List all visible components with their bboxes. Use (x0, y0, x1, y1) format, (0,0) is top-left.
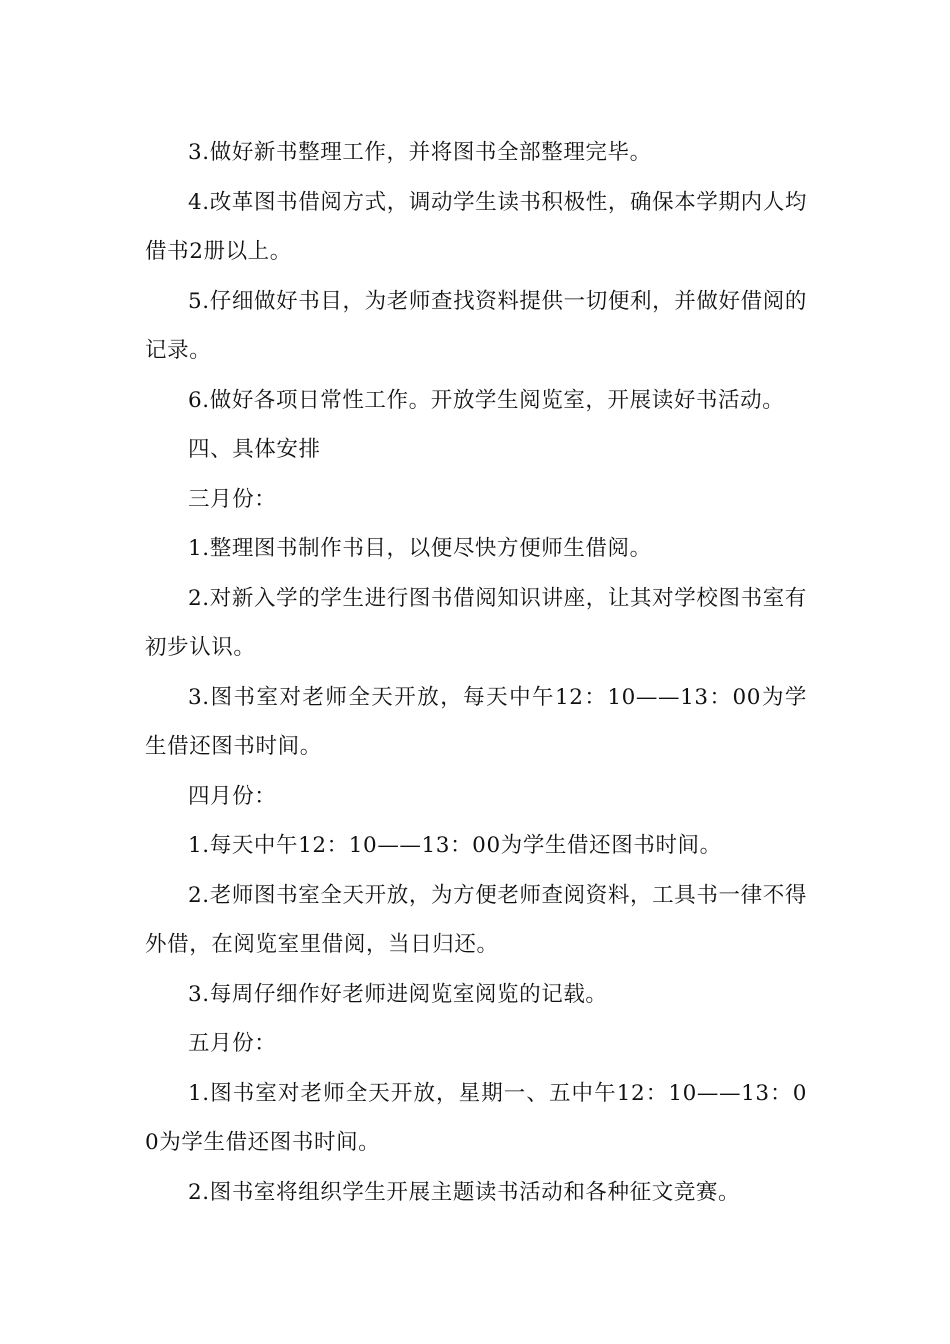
paragraph-item-4: 4.改革图书借阅方式，调动学生读书积极性，确保本学期内人均借书2册以上。 (145, 189, 807, 264)
month-heading-april: 四月份： (188, 783, 277, 809)
march-item-1: 1.整理图书制作书目，以便尽快方便师生借阅。 (188, 536, 652, 561)
month-heading-may: 五月份： (188, 1031, 277, 1056)
paragraph-item-3: 3.做好新书整理工作，并将图书全部整理完毕。 (188, 140, 652, 165)
april-item-1: 1.每天中午12：10——13：00为学生借还图书时间。 (188, 833, 722, 858)
section-heading: 四、具体安排 (188, 437, 321, 462)
may-item-2: 2.图书室将组织学生开展主题读书活动和各种征文竞赛。 (188, 1179, 741, 1205)
paragraph-item-5: 5.仔细做好书目，为老师查找资料提供一切便利，并做好借阅的记录。 (145, 288, 807, 363)
month-heading-march: 三月份： (188, 486, 277, 512)
may-item-1: 1.图书室对老师全天开放，星期一、五中午12：10——13：00为学生借还图书时间。 (145, 1080, 807, 1155)
march-item-2: 2.对新入学的学生进行图书借阅知识讲座，让其对学校图书室有初步认识。 (145, 585, 807, 660)
document-body (145, 128, 807, 1217)
april-item-2: 2.老师图书室全天开放，为方便老师查阅资料，工具书一律不得外借，在阅览室里借阅，当日归还。 (145, 882, 807, 957)
paragraph-item-6: 6.做好各项日常性工作。开放学生阅览室，开展读好书活动。 (188, 387, 785, 413)
march-item-3: 3.图书室对老师全天开放，每天中午12：10——13：00为学生借还图书时间。 (145, 684, 807, 759)
april-item-3: 3.每周仔细作好老师进阅览室阅览的记载。 (188, 981, 608, 1007)
